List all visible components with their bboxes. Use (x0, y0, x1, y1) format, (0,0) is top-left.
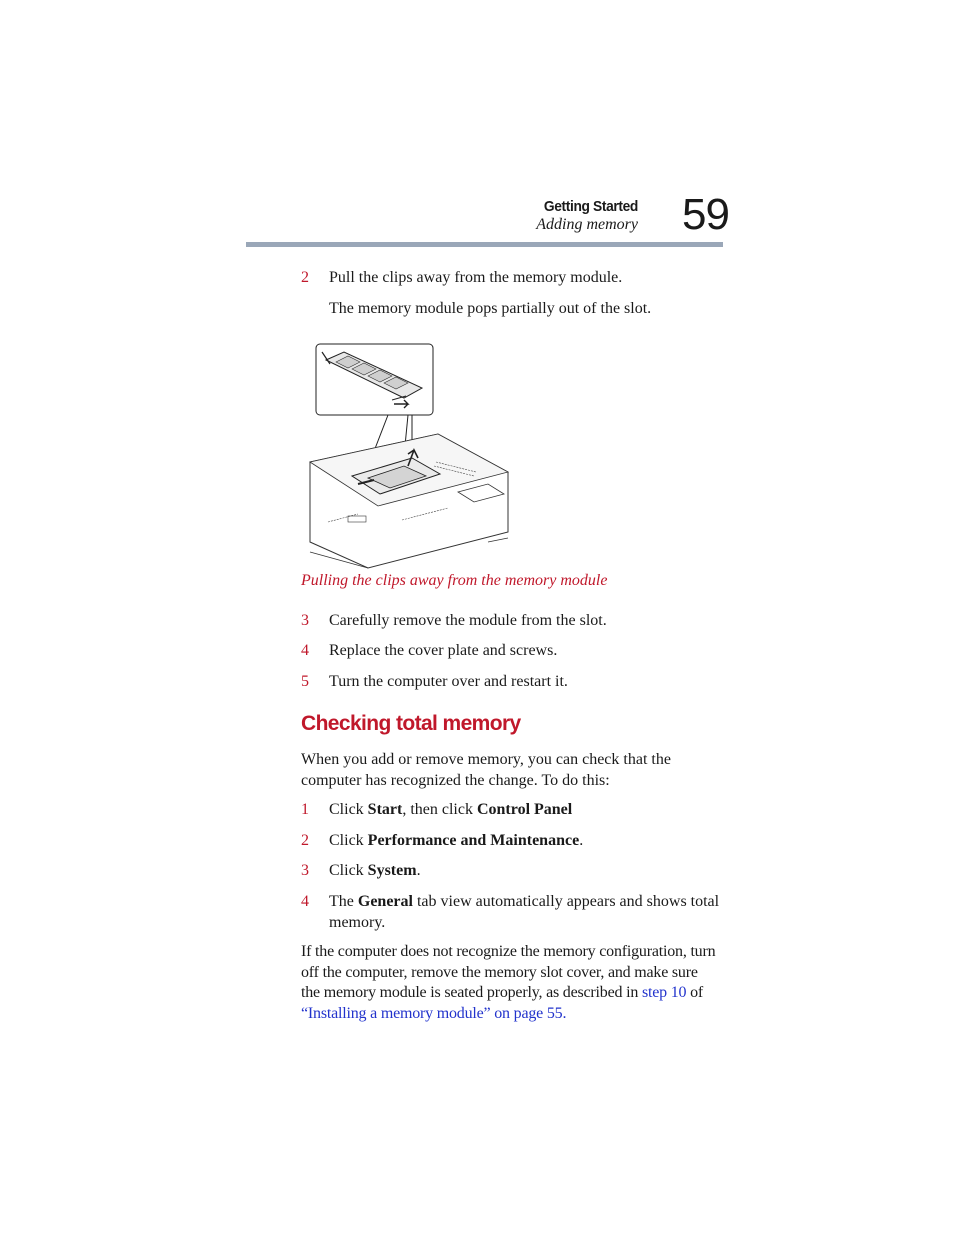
step-number: 4 (301, 893, 309, 910)
step-number: 3 (301, 862, 309, 879)
step-number: 4 (301, 642, 309, 659)
closing-paragraph: If the computer does not recognize the memory configuration, turn off the computer, remove the memory slot cover, and make sure the memory module is seated properly, as described in step 10 of “Installing a memory module” on page 55. (301, 943, 716, 1022)
header-section-title: Getting Started (543, 198, 638, 215)
step-number: 5 (301, 673, 309, 690)
step-text: Carefully remove the module from the slot. (329, 612, 607, 629)
intro-line: computer has recognized the change. To do this: (301, 771, 610, 789)
step-result-text: The memory module pops partially out of the slot. (329, 300, 652, 317)
step-text: Click System. (329, 862, 421, 879)
ui-label-general: General (357, 893, 413, 910)
section-heading: Checking total memory (301, 712, 521, 735)
intro-line: When you add or remove memory, you can check that the (301, 751, 671, 768)
intro-paragraph (301, 750, 726, 791)
ui-label-system: System (367, 862, 417, 879)
header-subsection-title: Adding memory (536, 216, 638, 233)
header-rule (246, 242, 723, 247)
step-number: 3 (301, 612, 309, 629)
ui-label-control-panel: Control Panel (476, 801, 573, 818)
memory-module-removal-illustration-icon (308, 342, 510, 570)
page-number: 59 (682, 190, 729, 239)
step-number: 2 (301, 269, 309, 286)
ui-label-performance: Performance and Maintenance (367, 832, 580, 849)
step-number: 1 (301, 801, 309, 818)
installing-memory-module-link[interactable]: “Installing a memory module” on page 55 (301, 1004, 563, 1022)
step-number: 2 (301, 832, 309, 849)
step-text: Turn the computer over and restart it. (329, 673, 568, 690)
step-text: Replace the cover plate and screws. (329, 642, 558, 659)
step-text: Pull the clips away from the memory module. (329, 269, 623, 286)
figure-caption: Pulling the clips away from the memory module (301, 572, 608, 589)
step-text: Click Start, then click Control Panel (329, 801, 573, 818)
ui-label-start: Start (367, 801, 403, 818)
step-10-link[interactable]: step 10 (641, 984, 687, 1001)
step-text: Click Performance and Maintenance. (329, 832, 584, 849)
step-text: The General tab view automatically appears and shows total memory. (329, 893, 720, 931)
